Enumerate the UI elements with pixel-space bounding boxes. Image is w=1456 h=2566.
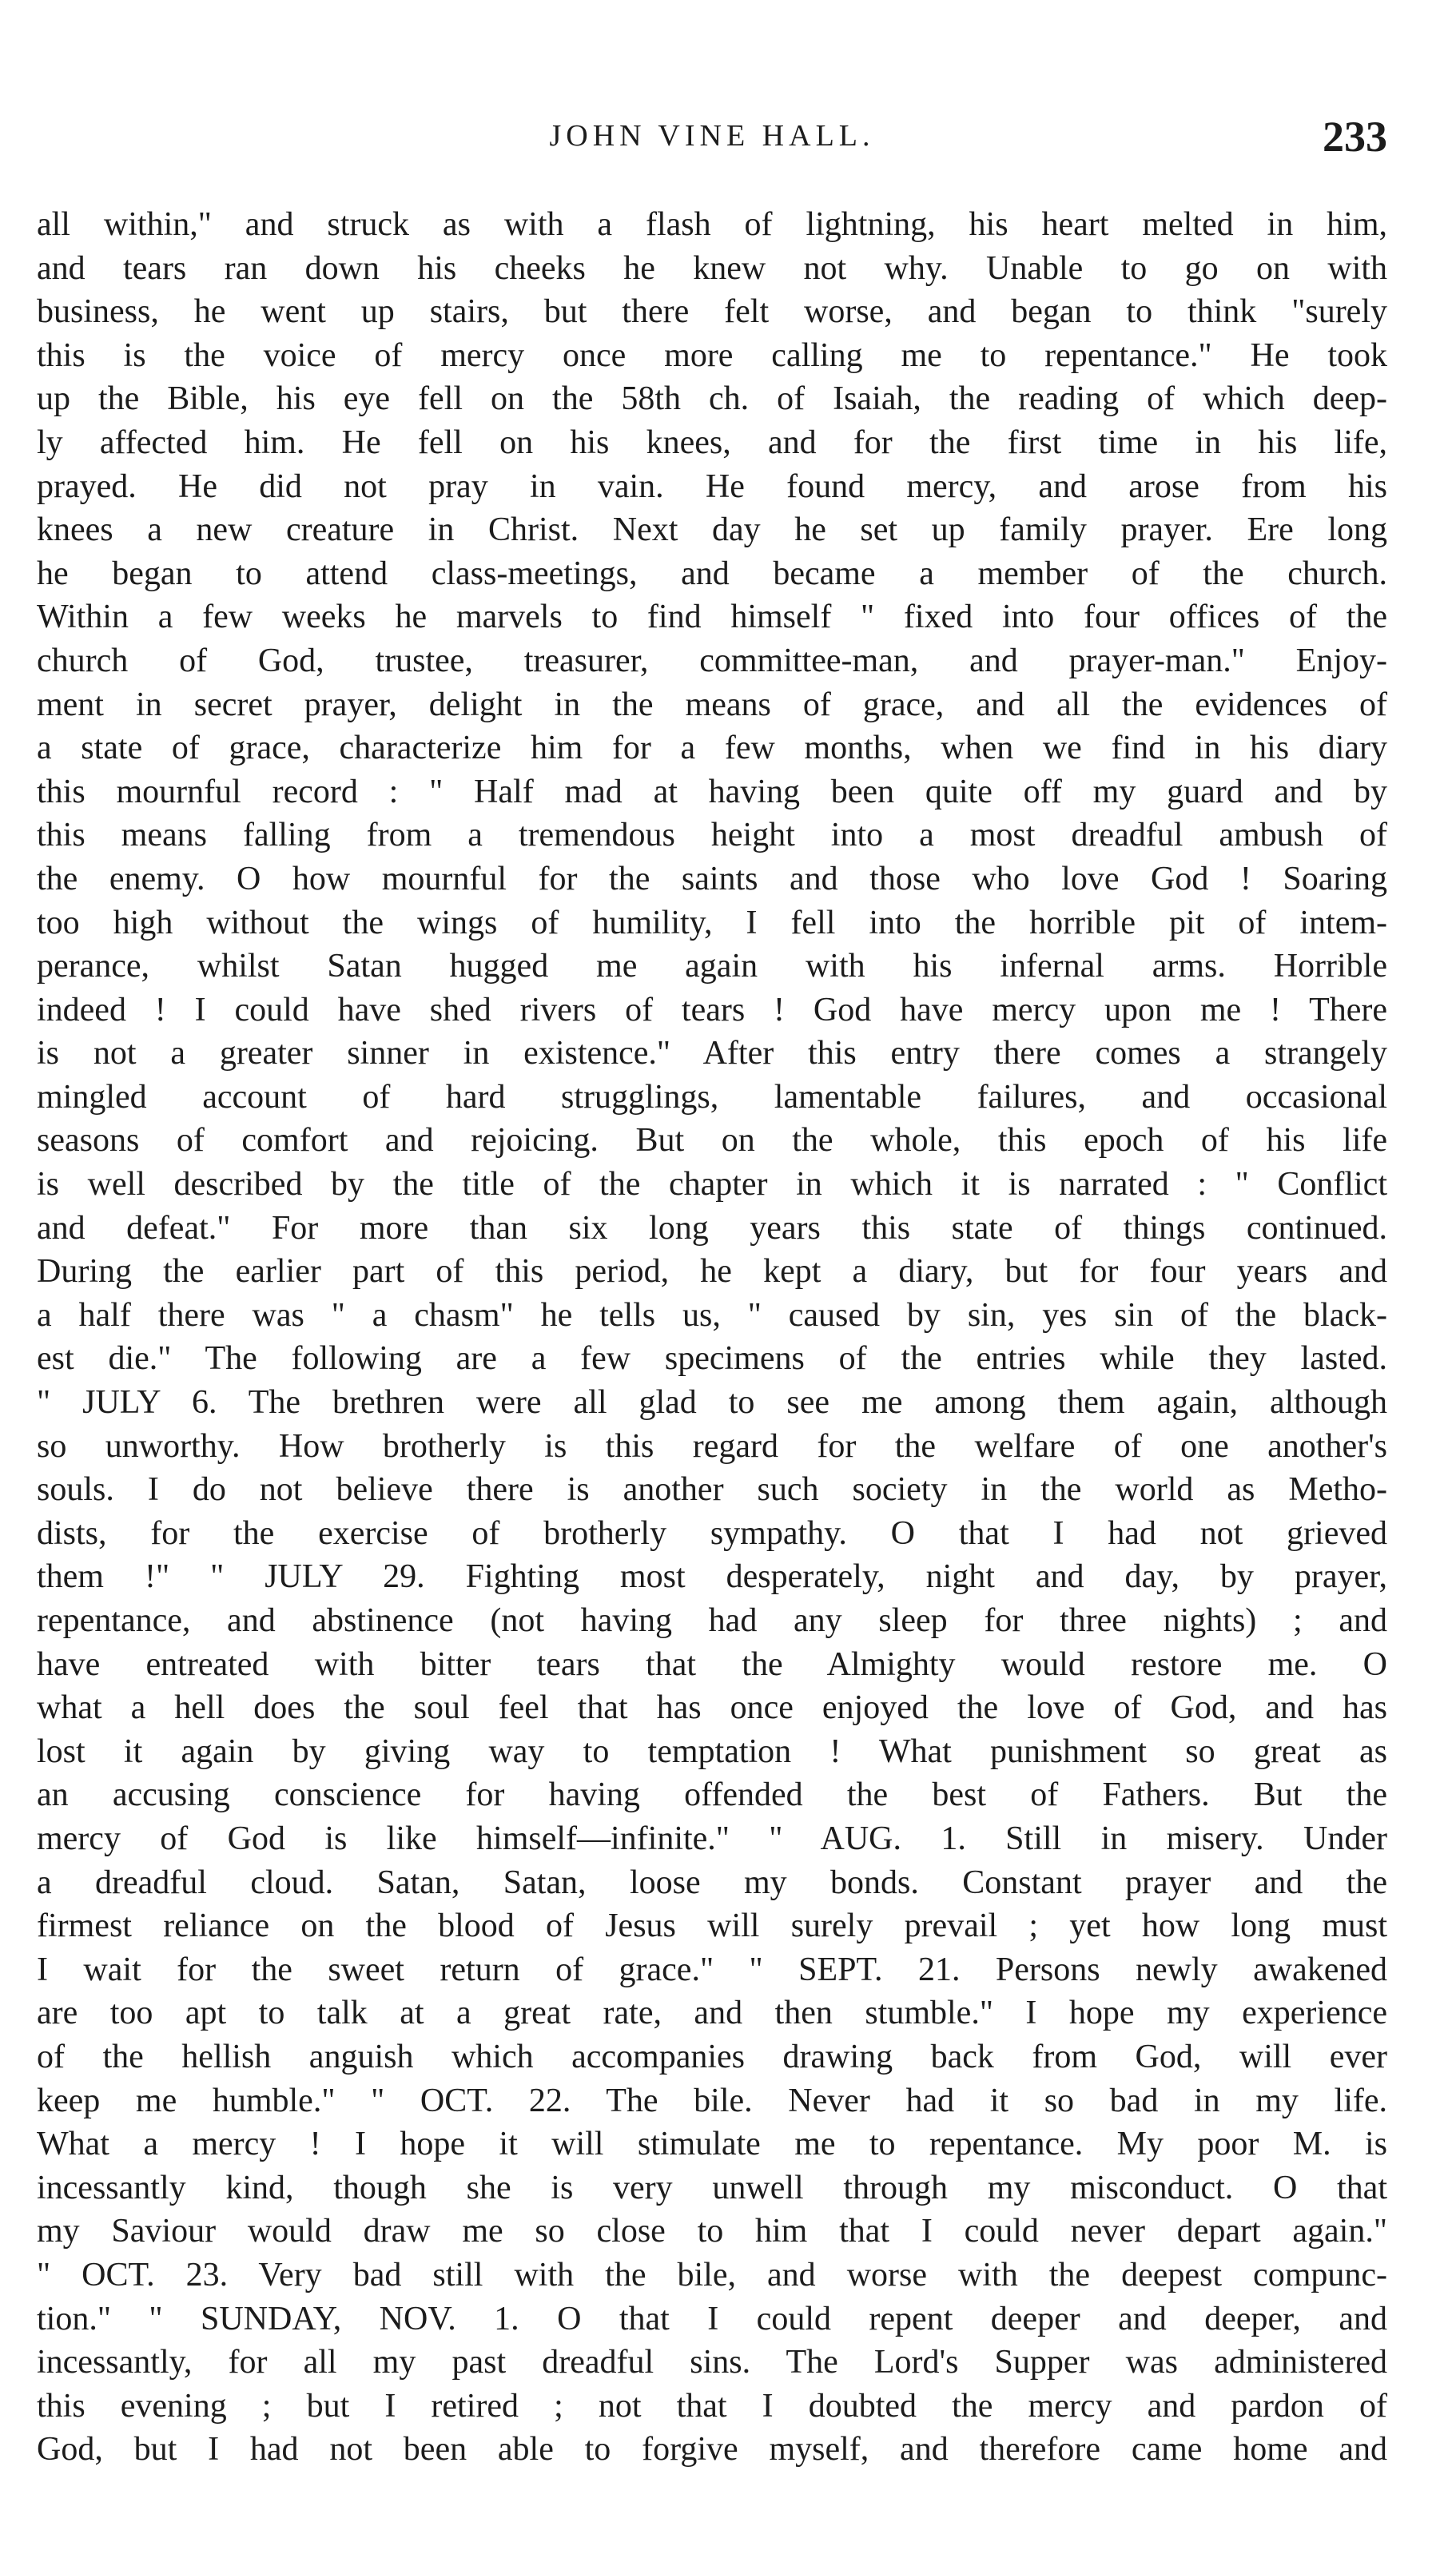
text-line: prayed. He did not pray in vain. He found mercy, and arose from his — [37, 467, 1387, 505]
text-line: what a hell does the soul feel that has once enjoyed the love of God, and has — [37, 1689, 1387, 1727]
text-line: he began to attend class-meetings, and became a member of the church. — [37, 555, 1387, 592]
body-text — [37, 203, 1387, 2472]
text-line: firmest reliance on the blood of Jesus will surely prevail ; yet how long must — [37, 1908, 1387, 1945]
text-line: repentance, and abstinence (not having had any sleep for three nights) ; and — [37, 1602, 1387, 1639]
text-line: est die." The following are a few specimens of the entries while they lasted. — [37, 1340, 1387, 1378]
text-line: of the hellish anguish which accompanies drawing back from God, will ever — [37, 2038, 1387, 2075]
text-line: ly affected him. He fell on his knees, and for the first time in his life, — [37, 424, 1387, 461]
text-line: mingled account of hard strugglings, lamentable failures, and occasional — [37, 1078, 1387, 1116]
text-line: have entreated with bitter tears that the Almighty would restore me. O — [37, 1645, 1387, 1683]
text-line: I wait for the sweet return of grace." " SEPT. 21. Persons newly awakened — [37, 1951, 1387, 1988]
text-line: this mournful record : " Half mad at having been quite off my guard and by — [37, 773, 1387, 810]
text-line: is well described by the title of the chapter in which it is narrated : " Conflict — [37, 1166, 1387, 1203]
text-line: perance, whilst Satan hugged me again with his infernal arms. Horrible — [37, 948, 1387, 985]
text-line: seasons of comfort and rejoicing. But on the whole, this epoch of his life — [37, 1122, 1387, 1160]
text-line: them !" " JULY 29. Fighting most desperately, night and day, by prayer, — [37, 1558, 1387, 1596]
text-line: " JULY 6. The brethren were all glad to see me among them again, although — [37, 1384, 1387, 1422]
text-line: mercy of God is like himself—infinite." " AUG. 1. Still in misery. Under — [37, 1820, 1387, 1857]
text-line: all within," and struck as with a flash of lightning, his heart melted in him, — [37, 206, 1387, 243]
text-line: a dreadful cloud. Satan, Satan, loose my bonds. Constant prayer and the — [37, 1864, 1387, 1901]
text-line: this is the voice of mercy once more calling me to repentance." He took — [37, 336, 1387, 374]
text-line: the enemy. O how mournful for the saints and those who love God ! Soaring — [37, 860, 1387, 897]
text-line: tion." " SUNDAY, NOV. 1. O that I could repent deeper and deeper, and — [37, 2300, 1387, 2337]
text-line: souls. I do not believe there is another such society in the world as Metho- — [37, 1471, 1387, 1509]
text-line: Within a few weeks he marvels to find himself " fixed into four offices of the — [37, 599, 1387, 636]
text-line: this evening ; but I retired ; not that I doubted the mercy and pardon of — [37, 2387, 1387, 2425]
text-line: and tears ran down his cheeks he knew not why. Unable to go on with — [37, 249, 1387, 287]
text-line: incessantly, for all my past dreadful sins. The Lord's Supper was administered — [37, 2344, 1387, 2381]
text-line: is not a greater sinner in existence." After this entry there comes a strangely — [37, 1035, 1387, 1072]
text-line: keep me humble." " OCT. 22. The bile. Never had it so bad in my life. — [37, 2082, 1387, 2119]
text-line: my Saviour would draw me so close to him that I could never depart again." — [37, 2213, 1387, 2250]
text-line: What a mercy ! I hope it will stimulate me to repentance. My poor M. is — [37, 2126, 1387, 2163]
text-line: and defeat." For more than six long years this state of things continued. — [37, 1209, 1387, 1247]
running-head — [37, 112, 1387, 176]
text-line: " OCT. 23. Very bad still with the bile, and worse with the deepest compunc- — [37, 2256, 1387, 2293]
text-line: are too apt to talk at a great rate, and then stumble." I hope my experience — [37, 1995, 1387, 2032]
running-title: JOHN VINE HALL. — [549, 119, 875, 153]
text-line: an accusing conscience for having offended the best of Fathers. But the — [37, 1776, 1387, 1814]
text-line: this means falling from a tremendous height into a most dreadful ambush of — [37, 817, 1387, 854]
text-line: a half there was " a chasm" he tells us, " caused by sin, yes sin of the black- — [37, 1296, 1387, 1334]
text-line: too high without the wings of humility, I fell into the horrible pit of intem- — [37, 904, 1387, 941]
text-line: so unworthy. How brotherly is this regard for the welfare of one another's — [37, 1427, 1387, 1465]
text-line: up the Bible, his eye fell on the 58th ch. of Isaiah, the reading of which deep- — [37, 380, 1387, 418]
text-line: lost it again by giving way to temptation ! What punishment so great as — [37, 1733, 1387, 1770]
page-number: 233 — [1323, 113, 1387, 161]
text-line: God, but I had not been able to forgive myself, and therefore came home and — [37, 2431, 1387, 2469]
text-line: During the earlier part of this period, he kept a diary, but for four years and — [37, 1253, 1387, 1291]
text-line: dists, for the exercise of brotherly sympathy. O that I had not grieved — [37, 1514, 1387, 1552]
text-line: incessantly kind, though she is very unwell through my misconduct. O that — [37, 2169, 1387, 2206]
text-line: indeed ! I could have shed rivers of tears ! God have mercy upon me ! There — [37, 991, 1387, 1028]
text-line: ment in secret prayer, delight in the means of grace, and all the evidences of — [37, 686, 1387, 723]
text-line: a state of grace, characterize him for a few months, when we find in his diary — [37, 730, 1387, 767]
text-line: knees a new creature in Christ. Next day he set up family prayer. Ere long — [37, 511, 1387, 549]
text-line: church of God, trustee, treasurer, committee-man, and prayer-man." Enjoy- — [37, 642, 1387, 679]
text-line: business, he went up stairs, but there felt worse, and began to think "surely — [37, 293, 1387, 331]
